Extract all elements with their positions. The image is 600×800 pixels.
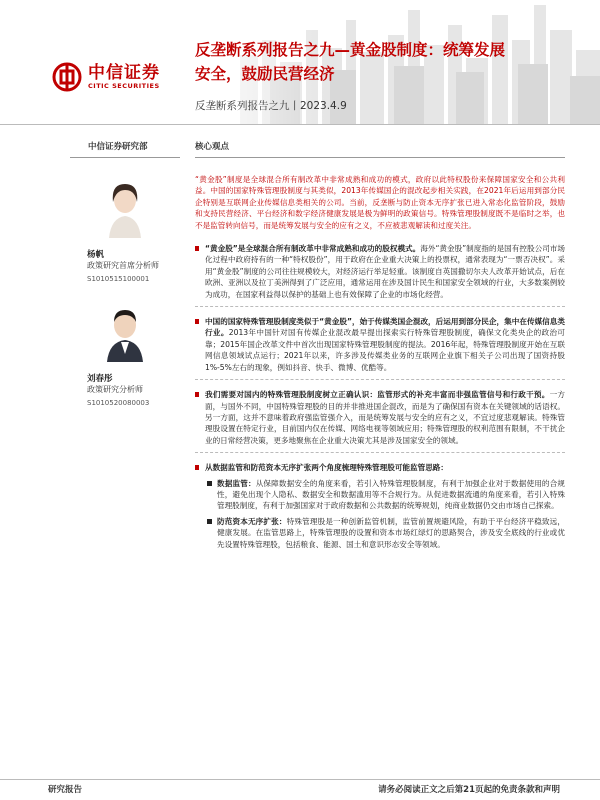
- report-title-line2: 安全，鼓励民营经济: [195, 65, 335, 83]
- analyst-name: 刘春彤: [87, 374, 113, 384]
- citic-logo-icon: [52, 62, 82, 92]
- analyst-photo-avatar: [99, 178, 151, 238]
- report-header: [0, 0, 600, 125]
- footer-disclaimer-note: 请务必阅读正文之后第21页起的免责条款和声明: [378, 785, 560, 795]
- sub-point-body: 特殊管理股是一种创新监管机制，监管前置规避风险，有助于平台经济平稳致远，健康发展。在监管思路上，特殊管理股的设置和资本市场红绿灯的思路契合，涉及安全底线的行业或优先设置特殊管理股，包括粮食、能源、国土和意识形态安全等领域。: [217, 516, 566, 549]
- key-point-lead: “黄金股”是全球混合所有制改革中非常成熟和成功的股权模式。: [205, 244, 421, 254]
- analyst-name: 杨帆: [87, 250, 105, 260]
- analyst-license-id: S1010515100001: [87, 275, 150, 283]
- analyst-card: [70, 302, 180, 407]
- sub-point-block: [195, 516, 565, 550]
- block-divider: [195, 379, 565, 380]
- block-divider: [195, 306, 565, 307]
- report-title-line1: 反垄断系列报告之九—黄金股制度：统筹发展: [195, 41, 506, 59]
- brand-logo: [52, 62, 160, 92]
- analyst-license-id: S1010520080003: [87, 399, 150, 407]
- key-point-lead: 从数据监管和防范资本无序扩张两个角度梳理特殊管理股可能监管思路：: [205, 463, 448, 473]
- key-point-body: 海外“黄金股”制度指的是国有控股公司市场化过程中政府持有的一种“特权股份”，用于政府在企业重大决策上的投票权，通常表现为“一票否决权”。采用“黄金股”制度的公司往往规模较大，对经济运行举足轻重。该制度自英国撒切尔夫人改革开始试点，后在欧洲、亚洲以及拉丁美洲得到了广泛应用，通常运用在涉及国计民生和国家安全领域的行业，大多数案例较为成功，在国家利益得以保护的基础上也有效保障了企业的市场化经营。: [205, 244, 565, 299]
- sub-point-body: 从保障数据安全的角度来看，若引入特殊管理股制度，有利于加强企业对于数据使用的合规性，避免出现个人隐私、数据安全和数据滥用等不合规行为。从促进数据流通的角度来看，若引入特殊管理股制度，有利于加强国家对于政府数据和公共数据的统筹规划，纯商业数据仍交由市场自己探索。: [217, 478, 566, 511]
- report-title: [195, 38, 585, 86]
- block-divider: [195, 452, 565, 453]
- header-divider: [0, 124, 600, 125]
- summary-paragraph: “黄金股”制度是全球混合所有制改革中非常成熟和成功的模式，政府以此特权股份来保障国家安全和公共利益。中国的国家特殊管理股制度与其类似，2013年传媒国企的混改起步相关实践，在2021年后运用到部分民企特别是互联网企业传媒信息类相关的公司。当前，反垄断与防止资本无序扩张已进入常态化监管阶段，鼓励和支持民营经济、平台经济和数字经济健康发展是极为鲜明的政策信号。特殊管理股制度既不是临时之举，也不是监管转向信号，而是统筹发展与安全的应有之义，不应被悲观解读和过度关注。: [195, 175, 565, 230]
- key-points-heading: 核心观点: [195, 130, 565, 158]
- analyst-card: [70, 178, 180, 283]
- analyst-title: 政策研究首席分析师: [87, 261, 159, 270]
- key-point-body: 一方面，与国外不同，中国特殊管理股的目的并非推进国企混改，而是为了确保国有资本在关键领域的话语权。另一方面，这并不意味着政府强监管强介入，而是统筹发展与安全的应有之义，不宜过度悲观解读。特殊管理股设置在特定行业，目前国内仅在传媒、网络电视等领域应用；特殊管理股的权利范围有限制，不干扰企业的日常经营决策，更多地聚焦在企业重大决策尤其是涉及国家安全的领域。: [205, 390, 566, 445]
- footer-report-type: 研究报告: [48, 785, 83, 795]
- report-subtitle: 反垄断系列报告之九丨2023.4.9: [195, 100, 347, 112]
- key-point-body: 2013年中国针对国有传媒企业混改最早提出探索实行特殊管理股制度，确保文化类央企的政治可靠；2015年国企改革文件中首次出现国家特殊管理股制度的提法。2016年起，特殊管理股制度开始在互联网信息领域试点运行；2021年以来，许多涉及传媒类业务的互联网企业旗下相关子公司出现了国资持股1%-5%左右的现象，例如抖音、快手、微博、优酷等。: [205, 328, 566, 372]
- analyst-title: 政策研究分析师: [87, 385, 143, 394]
- key-point-block: [195, 462, 565, 473]
- sub-point-lead: 防范资本无序扩张：: [217, 516, 287, 526]
- analyst-photo-avatar: [99, 302, 151, 362]
- brand-name-en: CITIC SECURITIES: [88, 82, 160, 90]
- sub-point-lead: 数据监管：: [217, 478, 256, 488]
- research-dept-heading: 中信证券研究部: [70, 130, 180, 158]
- key-point-block: [195, 316, 565, 373]
- footer-divider: [0, 779, 600, 780]
- key-point-lead: 中国的国家特殊管理股制度类似于“黄金股”，始于传媒类国企混改，后运用到部分民企，集中在传媒信息类行业。: [205, 317, 565, 338]
- analyst-sidebar: [70, 130, 180, 407]
- brand-name-cn: 中信证券: [88, 63, 160, 83]
- sub-point-block: [195, 478, 565, 512]
- main-content: [195, 130, 565, 550]
- key-point-block: [195, 243, 565, 300]
- key-point-block: [195, 389, 565, 446]
- key-point-lead: 我们需要对国内的特殊管理股制度树立正确认识：监管形式的补充丰富而非强监管信号和行政干预。: [205, 390, 550, 400]
